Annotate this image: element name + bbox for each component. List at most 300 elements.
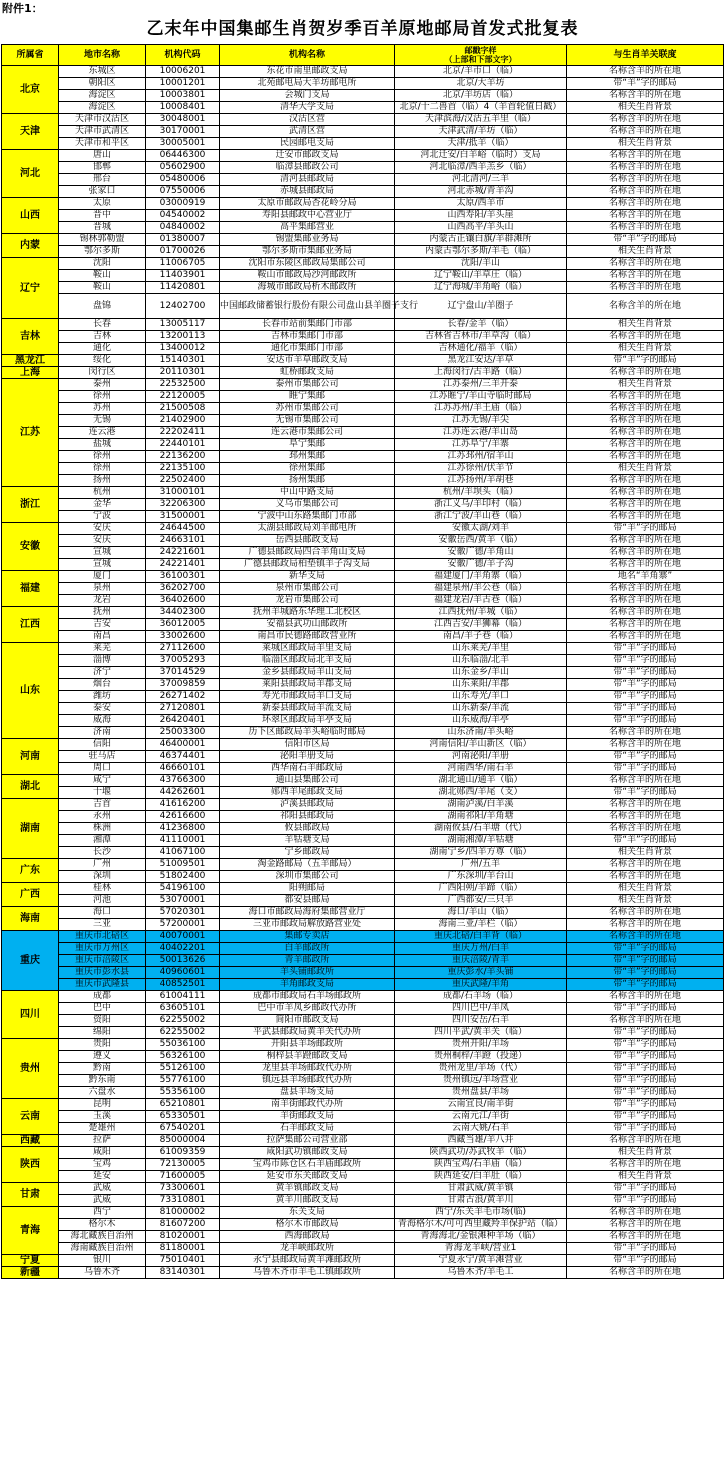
postmark-cell: 安徽广德/羊角山 — [395, 547, 567, 559]
postmark-cell: 甘肃古浪/黄羊川 — [395, 1195, 567, 1207]
table-row — [2, 943, 724, 955]
table-row — [2, 174, 724, 186]
postmark-cell: 贵州桐梓/羊蹬（投递） — [395, 1051, 567, 1063]
code-cell: 11006705 — [146, 258, 220, 270]
city-cell: 连云港 — [59, 427, 146, 439]
province-cell: 吉林 — [2, 319, 59, 355]
city-cell: 楚雄州 — [59, 1123, 146, 1135]
org-cell: 格尔木市邮政局 — [220, 1219, 395, 1231]
relation-cell: 名称含羊的所在地 — [567, 583, 724, 595]
table-row — [2, 727, 724, 739]
org-cell: 金乡县邮政局羊山支局 — [220, 667, 395, 679]
relation-cell: 带“羊”字的邮局 — [567, 655, 724, 667]
province-cell: 甘肃 — [2, 1183, 59, 1207]
code-cell: 57020301 — [146, 907, 220, 919]
code-cell: 06446300 — [146, 150, 220, 162]
city-cell: 海南藏族自治州 — [59, 1243, 146, 1255]
city-cell: 长春 — [59, 319, 146, 331]
postmark-cell: 四川巴中/羊凤 — [395, 1003, 567, 1015]
postmark-cell: 湖南攸县/石羊塘（代） — [395, 823, 567, 835]
table-row — [2, 1087, 724, 1099]
relation-cell: 名称含羊的所在地 — [567, 727, 724, 739]
org-cell: 太湖县邮政局刘羊邮电所 — [220, 523, 395, 535]
province-cell: 西藏 — [2, 1135, 59, 1147]
table-row — [2, 294, 724, 319]
relation-cell: 相关生肖背景 — [567, 102, 724, 114]
postmark-cell: 辽宁鞍山/羊草庄（临） — [395, 270, 567, 282]
city-cell: 巴中 — [59, 1003, 146, 1015]
org-cell: 桐梓县羊蹬邮政支局 — [220, 1051, 395, 1063]
org-cell: 广德县邮政局柏垫镇羊子沟支局 — [220, 559, 395, 571]
postmark-cell: 安徽广德/羊子沟 — [395, 559, 567, 571]
city-cell: 绥化 — [59, 355, 146, 367]
table-row — [2, 270, 724, 282]
relation-cell: 带“羊”字的邮局 — [567, 1003, 724, 1015]
relation-cell: 名称含羊的所在地 — [567, 451, 724, 463]
code-cell: 40070001 — [146, 931, 220, 943]
relation-cell: 带“羊”字的邮局 — [567, 78, 724, 90]
postmark-cell: 重庆北碚/白羊背（临） — [395, 931, 567, 943]
table-row — [2, 379, 724, 391]
table-row — [2, 1027, 724, 1039]
postmark-cell: 黑龙江安达/羊草 — [395, 355, 567, 367]
header-postmark — [395, 45, 567, 66]
city-cell: 鞍山 — [59, 270, 146, 282]
postmark-cell: 河南信阳/羊山新区（临） — [395, 739, 567, 751]
header-postmark-sub: （上部和下部文字） — [444, 55, 517, 64]
code-cell: 07550006 — [146, 186, 220, 198]
postmark-cell: 四川平武/黄羊关（临） — [395, 1027, 567, 1039]
header-postmark-main: 邮戳字样 — [464, 46, 497, 55]
table-row — [2, 1003, 724, 1015]
city-cell: 银川 — [59, 1255, 146, 1267]
city-cell: 重庆市北碚区 — [59, 931, 146, 943]
org-cell: 新泰县邮政局羊流支局 — [220, 703, 395, 715]
org-cell: 镇远县羊场邮政代办所 — [220, 1075, 395, 1087]
province-cell: 贵州 — [2, 1039, 59, 1099]
postmark-cell: 吉林通化/福羊（临） — [395, 343, 567, 355]
relation-cell: 名称含羊的所在地 — [567, 114, 724, 126]
postmark-cell: 山东威海/羊亭 — [395, 715, 567, 727]
code-cell: 63605101 — [146, 1003, 220, 1015]
org-cell: 开阳县羊场邮政所 — [220, 1039, 395, 1051]
postmark-cell: 宁夏永宁/黄羊滩营业 — [395, 1255, 567, 1267]
relation-cell: 带“羊”字的邮局 — [567, 751, 724, 763]
table-row — [2, 559, 724, 571]
postmark-cell: 广州/五羊 — [395, 859, 567, 871]
org-cell: 永宁县邮政局黄羊滩邮政所 — [220, 1255, 395, 1267]
table-row — [2, 1267, 724, 1279]
postmark-cell: 乌鲁木齐/羊毛工 — [395, 1267, 567, 1279]
table-row — [2, 931, 724, 943]
relation-cell: 名称含羊的所在地 — [567, 475, 724, 487]
postmark-cell: 河南泌阳/羊册 — [395, 751, 567, 763]
city-cell: 通化 — [59, 343, 146, 355]
city-cell: 张家口 — [59, 186, 146, 198]
code-cell: 65330501 — [146, 1111, 220, 1123]
city-cell: 重庆市涪陵区 — [59, 955, 146, 967]
relation-cell: 名称含羊的所在地 — [567, 66, 724, 78]
org-cell: 石羊邮政支局 — [220, 1123, 395, 1135]
province-cell: 江苏 — [2, 379, 59, 487]
org-cell: 宁乡邮政局 — [220, 847, 395, 859]
postmark-cell: 天津滨海/汉沽五羊里（临） — [395, 114, 567, 126]
org-cell: 祁阳县邮政局 — [220, 811, 395, 823]
city-cell: 沈阳 — [59, 258, 146, 270]
postmark-cell: 湖南泸溪/白羊溪 — [395, 799, 567, 811]
relation-cell: 名称含羊的所在地 — [567, 775, 724, 787]
relation-cell: 名称含羊的所在地 — [567, 811, 724, 823]
relation-cell: 相关生肖背景 — [567, 379, 724, 391]
code-cell: 11420801 — [146, 282, 220, 294]
org-cell: 义乌市集邮公司 — [220, 499, 395, 511]
table-row — [2, 835, 724, 847]
province-cell: 福建 — [2, 571, 59, 607]
relation-cell: 名称含羊的所在地 — [567, 282, 724, 294]
city-cell: 吉首 — [59, 799, 146, 811]
table-row — [2, 1183, 724, 1195]
postmark-cell: 辽宁海城/羊角峪（临） — [395, 282, 567, 294]
table-row — [2, 691, 724, 703]
city-cell: 昆明 — [59, 1099, 146, 1111]
relation-cell: 带“羊”字的邮局 — [567, 1255, 724, 1267]
table-row — [2, 451, 724, 463]
table-header-row — [2, 45, 724, 66]
postmark-cell: 河南西华/南石羊 — [395, 763, 567, 775]
org-cell: 南昌市民德路邮政营业所 — [220, 631, 395, 643]
province-cell: 湖南 — [2, 799, 59, 859]
relation-cell: 名称含羊的所在地 — [567, 258, 724, 270]
table-row — [2, 114, 724, 126]
postmark-cell: 福建厦门/羊角寨（临） — [395, 571, 567, 583]
header-city: 地市名称 — [59, 45, 146, 66]
org-cell: 巴中市羊凤乡邮政代办所 — [220, 1003, 395, 1015]
relation-cell: 相关生肖背景 — [567, 1171, 724, 1183]
postmark-cell: 天津/抵羊（临） — [395, 138, 567, 150]
relation-cell: 名称含羊的所在地 — [567, 222, 724, 234]
relation-cell: 名称含羊的所在地 — [567, 1207, 724, 1219]
table-row — [2, 487, 724, 499]
city-cell: 黔东南 — [59, 1075, 146, 1087]
code-cell: 01700026 — [146, 246, 220, 258]
code-cell: 13400012 — [146, 343, 220, 355]
org-cell: 宁波中山东路集邮门市部 — [220, 511, 395, 523]
code-cell: 54196100 — [146, 883, 220, 895]
code-cell: 03000919 — [146, 198, 220, 210]
relation-cell: 名称含羊的所在地 — [567, 210, 724, 222]
table-row — [2, 222, 724, 234]
relation-cell: 带“羊”字的邮局 — [567, 679, 724, 691]
table-row — [2, 102, 724, 114]
code-cell: 37009859 — [146, 679, 220, 691]
table-row — [2, 282, 724, 294]
org-cell: 临淄区邮政局北羊支局 — [220, 655, 395, 667]
table-row — [2, 775, 724, 787]
relation-cell: 名称含羊的所在地 — [567, 547, 724, 559]
city-cell: 苏州 — [59, 403, 146, 415]
relation-cell: 名称含羊的所在地 — [567, 559, 724, 571]
city-cell: 泰安 — [59, 703, 146, 715]
city-cell: 闵行区 — [59, 367, 146, 379]
table-row — [2, 967, 724, 979]
relation-cell: 带“羊”字的邮局 — [567, 643, 724, 655]
city-cell: 盘锦 — [59, 294, 146, 319]
relation-cell: 带“羊”字的邮局 — [567, 1123, 724, 1135]
city-cell: 南昌 — [59, 631, 146, 643]
postmark-cell: 内蒙古正镶白旗/羊群滩所 — [395, 234, 567, 246]
city-cell: 格尔木 — [59, 1219, 146, 1231]
org-cell: 连云港市集邮公司 — [220, 427, 395, 439]
city-cell: 广州 — [59, 859, 146, 871]
relation-cell: 相关生肖背景 — [567, 319, 724, 331]
relation-cell: 相关生肖背景 — [567, 1147, 724, 1159]
org-cell: 赤城县邮政局 — [220, 186, 395, 198]
city-cell: 西宁 — [59, 1207, 146, 1219]
city-cell: 湘潭 — [59, 835, 146, 847]
city-cell: 盐城 — [59, 439, 146, 451]
relation-cell: 名称含羊的所在地 — [567, 294, 724, 319]
table-row — [2, 499, 724, 511]
table-row — [2, 859, 724, 871]
city-cell: 海淀区 — [59, 90, 146, 102]
org-cell: 新华支局 — [220, 571, 395, 583]
org-cell: 武清区营 — [220, 126, 395, 138]
table-row — [2, 1015, 724, 1027]
relation-cell: 名称含羊的所在地 — [567, 150, 724, 162]
city-cell: 天津市和平区 — [59, 138, 146, 150]
code-cell: 36012005 — [146, 619, 220, 631]
table-row — [2, 1111, 724, 1123]
code-cell: 44262601 — [146, 787, 220, 799]
city-cell: 天津市武清区 — [59, 126, 146, 138]
relation-cell: 名称含羊的所在地 — [567, 1219, 724, 1231]
postmark-cell: 江苏泰州/三羊开泰 — [395, 379, 567, 391]
relation-cell: 带“羊”字的邮局 — [567, 523, 724, 535]
city-cell: 东城区 — [59, 66, 146, 78]
relation-cell: 名称含羊的所在地 — [567, 739, 724, 751]
table-row — [2, 619, 724, 631]
org-cell: 中山中路支局 — [220, 487, 395, 499]
city-cell: 永州 — [59, 811, 146, 823]
postmark-cell: 北京/羊市口（临） — [395, 66, 567, 78]
code-cell: 30005001 — [146, 138, 220, 150]
code-cell: 36100301 — [146, 571, 220, 583]
org-cell: 沈阳市东陵区邮政局集邮公司 — [220, 258, 395, 270]
org-cell: 长春市站前集邮门市部 — [220, 319, 395, 331]
relation-cell: 名称含羊的所在地 — [567, 595, 724, 607]
code-cell: 81607200 — [146, 1219, 220, 1231]
table-row — [2, 1243, 724, 1255]
city-cell: 徐州 — [59, 463, 146, 475]
org-cell: 西海邮政局 — [220, 1231, 395, 1243]
city-cell: 吉林 — [59, 331, 146, 343]
code-cell: 21500508 — [146, 403, 220, 415]
code-cell: 04540002 — [146, 210, 220, 222]
org-cell: 寿光市邮政局羊口支局 — [220, 691, 395, 703]
city-cell: 鞍山 — [59, 282, 146, 294]
org-cell: 海口市邮政局海府集邮营业厅 — [220, 907, 395, 919]
code-cell: 34402300 — [146, 607, 220, 619]
org-cell: 阳朔邮局 — [220, 883, 395, 895]
org-cell: 南羊街邮政代办所 — [220, 1099, 395, 1111]
city-cell: 海北藏族自治州 — [59, 1231, 146, 1243]
relation-cell: 相关生肖背景 — [567, 246, 724, 258]
table-row — [2, 415, 724, 427]
table-row — [2, 331, 724, 343]
table-row — [2, 126, 724, 138]
relation-cell: 带“羊”字的邮局 — [567, 763, 724, 775]
relation-cell: 名称含羊的所在地 — [567, 415, 724, 427]
table-row — [2, 138, 724, 150]
relation-cell: 带“羊”字的邮局 — [567, 967, 724, 979]
code-cell: 55126100 — [146, 1063, 220, 1075]
relation-cell: 名称含羊的所在地 — [567, 871, 724, 883]
code-cell: 21402900 — [146, 415, 220, 427]
city-cell: 徐州 — [59, 451, 146, 463]
code-cell: 22202411 — [146, 427, 220, 439]
postmark-cell: 河北迁安/白羊峪（临时）支局 — [395, 150, 567, 162]
city-cell: 吉安 — [59, 619, 146, 631]
org-cell: 北苑邮电局大羊坊邮电所 — [220, 78, 395, 90]
org-cell: 阜宁集邮 — [220, 439, 395, 451]
code-cell: 12402700 — [146, 294, 220, 319]
relation-cell: 名称含羊的所在地 — [567, 799, 724, 811]
postmark-cell: 杭州/羊坝头（临） — [395, 487, 567, 499]
relation-cell: 相关生肖背景 — [567, 883, 724, 895]
relation-cell: 名称含羊的所在地 — [567, 1135, 724, 1147]
city-cell: 三亚 — [59, 919, 146, 931]
province-cell: 新疆 — [2, 1267, 59, 1279]
province-cell: 天津 — [2, 114, 59, 150]
province-cell: 安徽 — [2, 523, 59, 571]
code-cell: 81180001 — [146, 1243, 220, 1255]
city-cell: 延安 — [59, 1171, 146, 1183]
city-cell: 宣城 — [59, 559, 146, 571]
postmark-cell: 福建泉州/羊公巷（临） — [395, 583, 567, 595]
province-cell: 山西 — [2, 198, 59, 234]
org-cell: 西华南石羊邮政局 — [220, 763, 395, 775]
relation-cell: 名称含羊的所在地 — [567, 511, 724, 523]
org-cell: 乌鲁木齐市羊毛工镇邮政所 — [220, 1267, 395, 1279]
org-cell: 睢宁集邮 — [220, 391, 395, 403]
org-cell: 太原市邮政局杏花岭分局 — [220, 198, 395, 210]
province-cell: 内蒙 — [2, 234, 59, 258]
code-cell: 61004111 — [146, 991, 220, 1003]
code-cell: 62255002 — [146, 1027, 220, 1039]
relation-cell: 名称含羊的所在地 — [567, 186, 724, 198]
code-cell: 75010401 — [146, 1255, 220, 1267]
city-cell: 锡林郭勒盟 — [59, 234, 146, 246]
relation-cell: 带“羊”字的邮局 — [567, 943, 724, 955]
code-cell: 67540201 — [146, 1123, 220, 1135]
relation-cell: 名称含羊的所在地 — [567, 1159, 724, 1171]
code-cell: 42616600 — [146, 811, 220, 823]
table-row — [2, 234, 724, 246]
relation-cell: 地名“羊角寨” — [567, 571, 724, 583]
relation-cell: 带“羊”字的邮局 — [567, 1039, 724, 1051]
province-cell: 河北 — [2, 150, 59, 198]
org-cell: 通化市集邮门市部 — [220, 343, 395, 355]
table-row — [2, 511, 724, 523]
city-cell: 天津市汉沽区 — [59, 114, 146, 126]
relation-cell: 名称含羊的所在地 — [567, 1267, 724, 1279]
code-cell: 73300601 — [146, 1183, 220, 1195]
table-row — [2, 871, 724, 883]
postmark-cell: 山东新泰/羊流 — [395, 703, 567, 715]
postmark-cell: 青海格尔木/可可西里藏羚羊保护站（临） — [395, 1219, 567, 1231]
attachment-label: 附件1： — [2, 2, 43, 15]
postmark-cell: 江苏无锡/羊尖 — [395, 415, 567, 427]
relation-cell: 名称含羊的所在地 — [567, 907, 724, 919]
relation-cell: 带“羊”字的邮局 — [567, 1075, 724, 1087]
org-cell: 宝鸡市陈仓区石羊庙邮政所 — [220, 1159, 395, 1171]
table-row — [2, 703, 724, 715]
table-row — [2, 811, 724, 823]
table-row — [2, 90, 724, 102]
code-cell: 41110001 — [146, 835, 220, 847]
relation-cell: 名称含羊的所在地 — [567, 931, 724, 943]
table-row — [2, 1207, 724, 1219]
city-cell: 宁波 — [59, 511, 146, 523]
city-cell: 厦门 — [59, 571, 146, 583]
table-row — [2, 198, 724, 210]
org-cell: 东花市南里邮政支局 — [220, 66, 395, 78]
postmark-cell: 海南三亚/羊栏（临） — [395, 919, 567, 931]
code-cell: 41067100 — [146, 847, 220, 859]
org-cell: 羊头铺邮政所 — [220, 967, 395, 979]
relation-cell: 名称含羊的所在地 — [567, 367, 724, 379]
org-cell: 简阳市邮政支局 — [220, 1015, 395, 1027]
postmark-cell: 浙江宁波/羊山巷（临） — [395, 511, 567, 523]
org-cell: 莱阳县邮政局羊郡支局 — [220, 679, 395, 691]
city-cell: 太原 — [59, 198, 146, 210]
relation-cell: 带“羊”字的邮局 — [567, 1051, 724, 1063]
postmark-cell: 广西都安/三只羊 — [395, 895, 567, 907]
table-row — [2, 1171, 724, 1183]
table-row — [2, 78, 724, 90]
relation-cell: 名称含羊的所在地 — [567, 162, 724, 174]
table-row — [2, 919, 724, 931]
table-row — [2, 763, 724, 775]
city-cell: 济宁 — [59, 667, 146, 679]
province-cell: 浙江 — [2, 487, 59, 523]
postmark-cell: 云南元江/羊街 — [395, 1111, 567, 1123]
relation-cell: 带“羊”字的邮局 — [567, 1183, 724, 1195]
org-cell: 龙岩市集邮公司 — [220, 595, 395, 607]
code-cell: 27112600 — [146, 643, 220, 655]
relation-cell: 名称含羊的所在地 — [567, 631, 724, 643]
city-cell: 海口 — [59, 907, 146, 919]
org-cell: 盘县羊场支局 — [220, 1087, 395, 1099]
city-cell: 长沙 — [59, 847, 146, 859]
table-row — [2, 1219, 724, 1231]
code-cell: 22136200 — [146, 451, 220, 463]
org-cell: 抚州羊城路东华理工北校区 — [220, 607, 395, 619]
table-row — [2, 162, 724, 174]
table-row — [2, 391, 724, 403]
postmark-cell: 江西吉安/羊狮幕（临） — [395, 619, 567, 631]
table-row — [2, 643, 724, 655]
code-cell: 62255002 — [146, 1015, 220, 1027]
code-cell: 24663101 — [146, 535, 220, 547]
org-cell: 羊牯塘支局 — [220, 835, 395, 847]
org-cell: 龙羊峡邮政所 — [220, 1243, 395, 1255]
code-cell: 43766300 — [146, 775, 220, 787]
postmark-cell: 云南宜良/南羊街 — [395, 1099, 567, 1111]
relation-cell: 名称含羊的所在地 — [567, 403, 724, 415]
city-cell: 贵阳 — [59, 1039, 146, 1051]
org-cell: 历下区邮政局羊头峪临时邮局 — [220, 727, 395, 739]
